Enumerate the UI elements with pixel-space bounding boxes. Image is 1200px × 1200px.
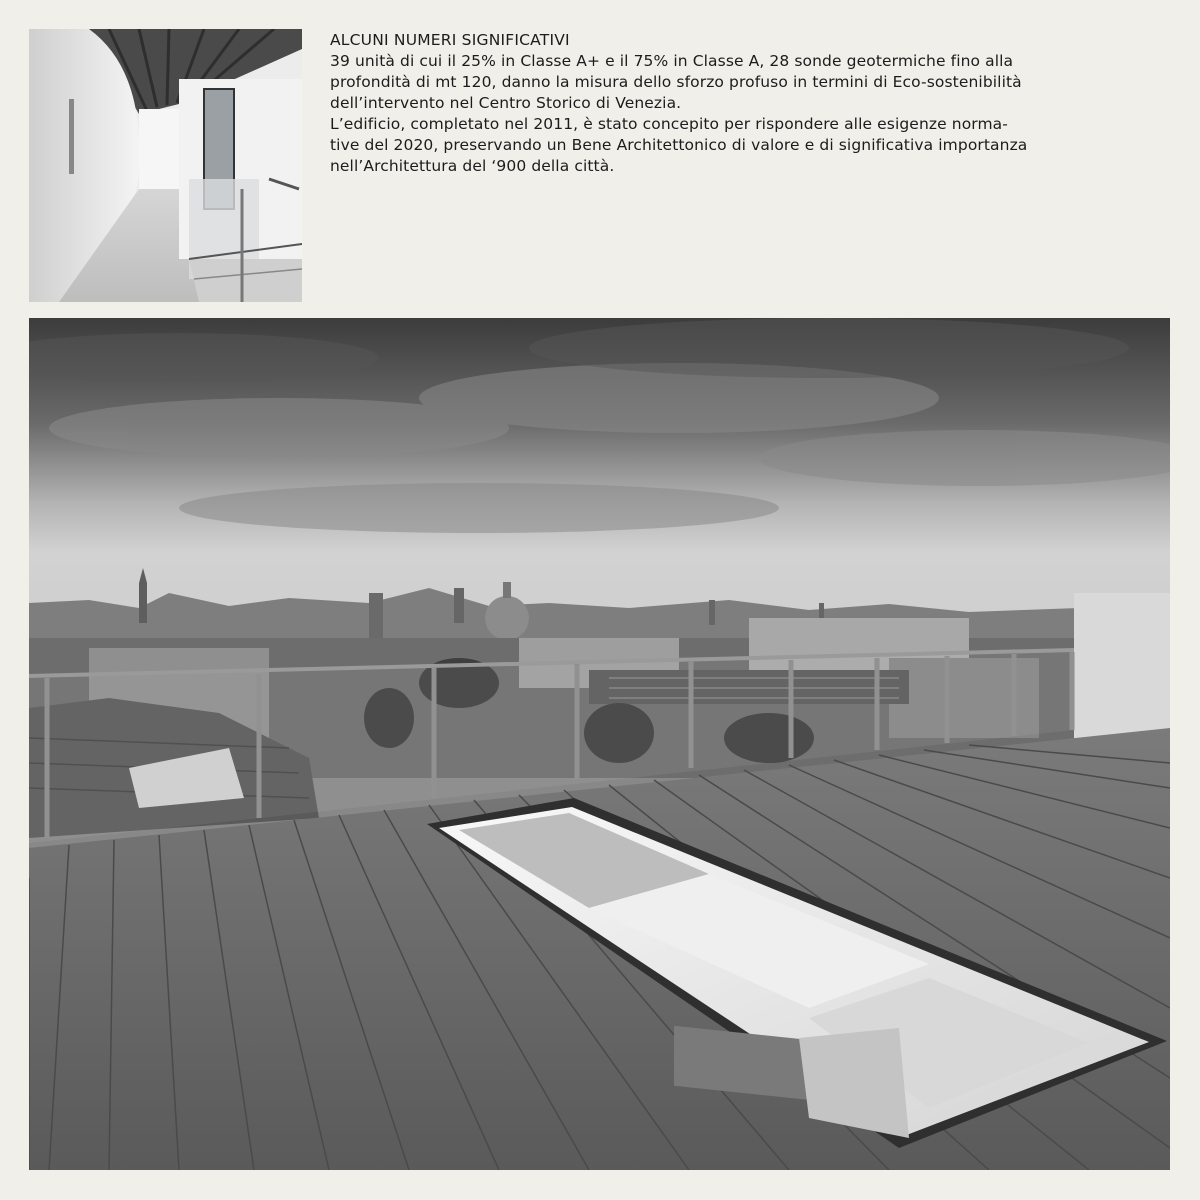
interior-corridor-photo bbox=[29, 29, 302, 302]
text-line: dell’intervento nel Centro Storico di Venezia. bbox=[330, 94, 682, 112]
text-line: nell’Architettura del ‘900 della città. bbox=[330, 157, 615, 175]
text-line: tive del 2020, preservando un Bene Architettonico di valore e di significativa importanza bbox=[330, 136, 1028, 154]
text-line: L’edificio, completato nel 2011, è stato concepito per rispondere alle esigenze norma- bbox=[330, 115, 1008, 133]
rooftop-terrace-photo bbox=[29, 318, 1170, 1170]
text-line: profondità di mt 120, danno la misura dello sforzo profuso in termini di Eco-sostenibilità bbox=[330, 73, 1022, 91]
text-line: 39 unità di cui il 25% in Classe A+ e il 75% in Classe A, 28 sonde geotermiche fino alla bbox=[330, 52, 1014, 70]
section-heading: ALCUNI NUMERI SIGNIFICATIVI bbox=[330, 31, 570, 49]
description-text bbox=[330, 30, 1160, 177]
